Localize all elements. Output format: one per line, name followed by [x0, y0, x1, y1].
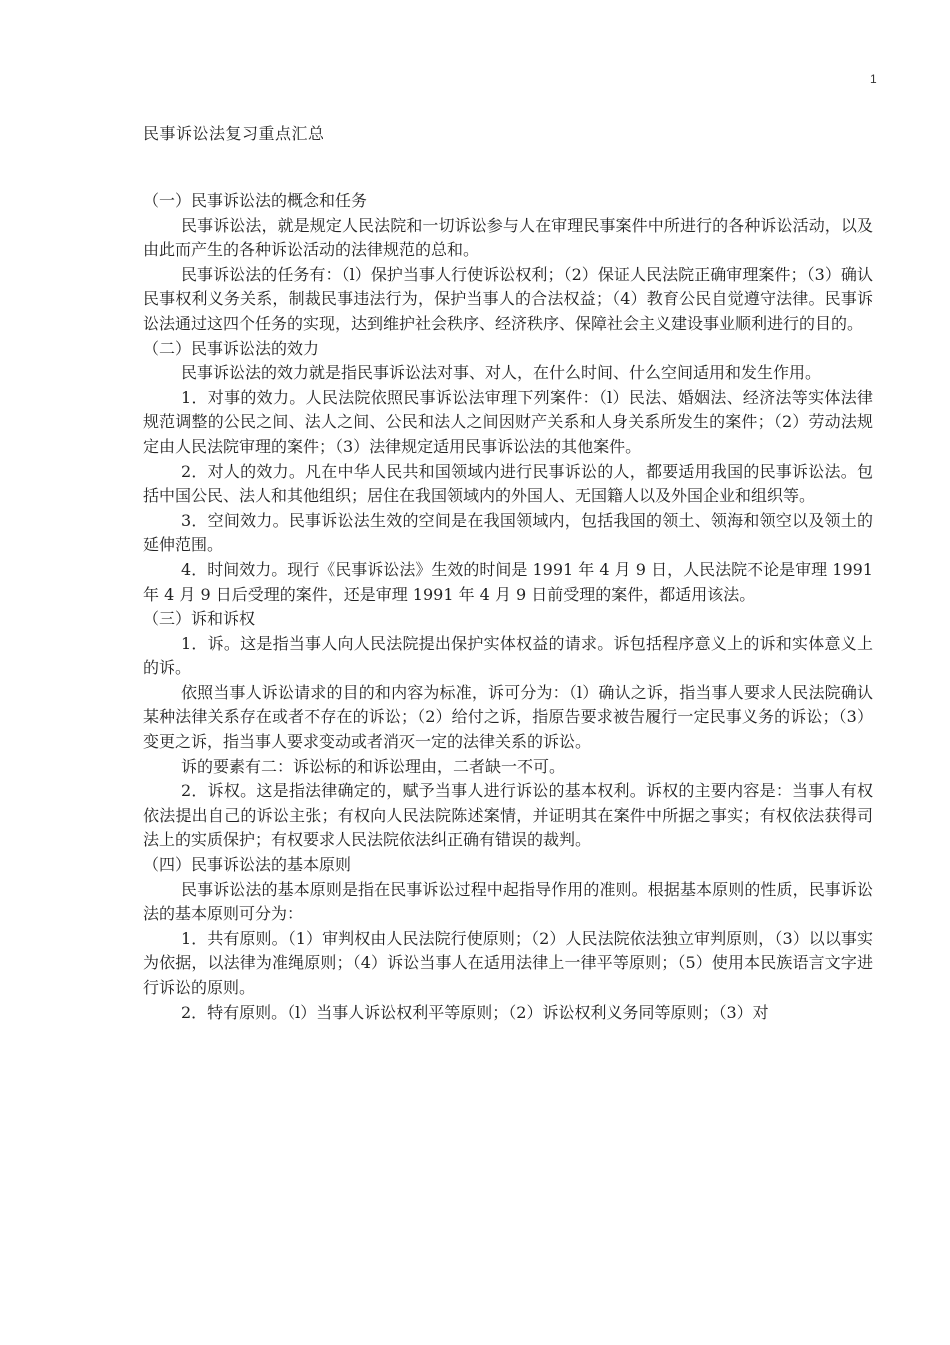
paragraph: 2．特有原则。（l）当事人诉讼权利平等原则；（2）诉讼权利义务同等原则；（3）对	[181, 1002, 769, 1022]
paragraph: 依照当事人诉讼请求的目的和内容为标准，诉可分为：（l）确认之诉，指当事人要求人民法院确认某种法律关系存在或者不存在的诉讼；（2）给付之诉，指原告要求被告履行一定民事义务的诉讼；（3）变更之诉，指当事人要求变动或者消灭一定的法律关系的诉讼。	[143, 682, 873, 752]
paragraph: 1．诉。这是指当事人向人民法院提出保护实体权益的请求。诉包括程序意义上的诉和实体意义上的诉。	[143, 633, 873, 678]
paragraph: 民事诉讼法的基本原则是指在民事诉讼过程中起指导作用的准则。根据基本原则的性质，民事诉讼法的基本原则可分为：	[143, 879, 873, 924]
section-heading: （四）民事诉讼法的基本原则	[143, 855, 352, 875]
paragraph: 诉的要素有二：诉讼标的和诉讼理由，二者缺一不可。	[181, 756, 566, 776]
paragraph: 2．对人的效力。凡在中华人民共和国领域内进行民事诉讼的人，都要适用我国的民事诉讼法。包括中国公民、法人和其他组织；居住在我国领域内的外国人、无国籍人以及外国企业和组织等。	[143, 461, 873, 506]
section-heading: （一）民事诉讼法的概念和任务	[143, 191, 368, 210]
section-heading: （三）诉和诉权	[143, 609, 256, 629]
document-body	[143, 189, 873, 1025]
page-number: 1	[870, 72, 877, 86]
paragraph: 民事诉讼法，就是规定人民法院和一切诉讼参与人在审理民事案件中所进行的各种诉讼活动，以及由此而产生的各种诉讼活动的法律规范的总和。	[143, 215, 873, 260]
paragraph: 民事诉讼法的效力就是指民事诉讼法对事、对人，在什么时间、什么空间适用和发生作用。	[181, 363, 822, 383]
paragraph: 2．诉权。这是指法律确定的，赋予当事人进行诉讼的基本权利。诉权的主要内容是：当事人有权依法提出自己的诉讼主张；有权向人民法院陈述案情，并证明其在案件中所据之事实；有权依法获得司法上的实质保护；有权要求人民法院依法纠正确有错误的裁判。	[143, 781, 873, 850]
paragraph: 民事诉讼法的任务有：（l）保护当事人行使诉讼权利；（2）保证人民法院正确审理案件；（3）确认民事权利义务关系，制裁民事违法行为，保护当事人的合法权益；（4）教育公民自觉遵守法律。民事诉讼法通过这四个任务的实现，达到维护社会秩序、经济秩序、保障社会主义建设事业顺利进行的目的。	[143, 264, 873, 333]
document-title: 民事诉讼法复习重点汇总	[143, 124, 325, 143]
paragraph: 4．时间效力。现行《民事诉讼法》生效的时间是 1991 年 4 月 9 日，人民法院不论是审理 1991 年 4 月 9 日后受理的案件，还是审理 1991 年 4 月 9 日前受理的案件，都适用该法。	[143, 559, 873, 604]
section-heading: （二）民事诉讼法的效力	[143, 338, 320, 358]
paragraph: 3．空间效力。民事诉讼法生效的空间是在我国领域内，包括我国的领土、领海和领空以及领土的延伸范围。	[143, 510, 873, 555]
paragraph: 1．对事的效力。人民法院依照民事诉讼法审理下列案件：（l）民法、婚姻法、经济法等实体法律规范调整的公民之间、法人之间、公民和法人之间因财产关系和人身关系所发生的案件；（2）劳动法规定由人民法院审理的案件；（3）法律规定适用民事诉讼法的其他案件。	[143, 387, 873, 456]
paragraph: 1．共有原则。（1）审判权由人民法院行使原则；（2）人民法院依法独立审判原则，（3）以以事实为依据，以法律为准绳原则；（4）诉讼当事人在适用法律上一律平等原则；（5）使用本民族语言文字进行诉讼的原则。	[143, 928, 873, 997]
